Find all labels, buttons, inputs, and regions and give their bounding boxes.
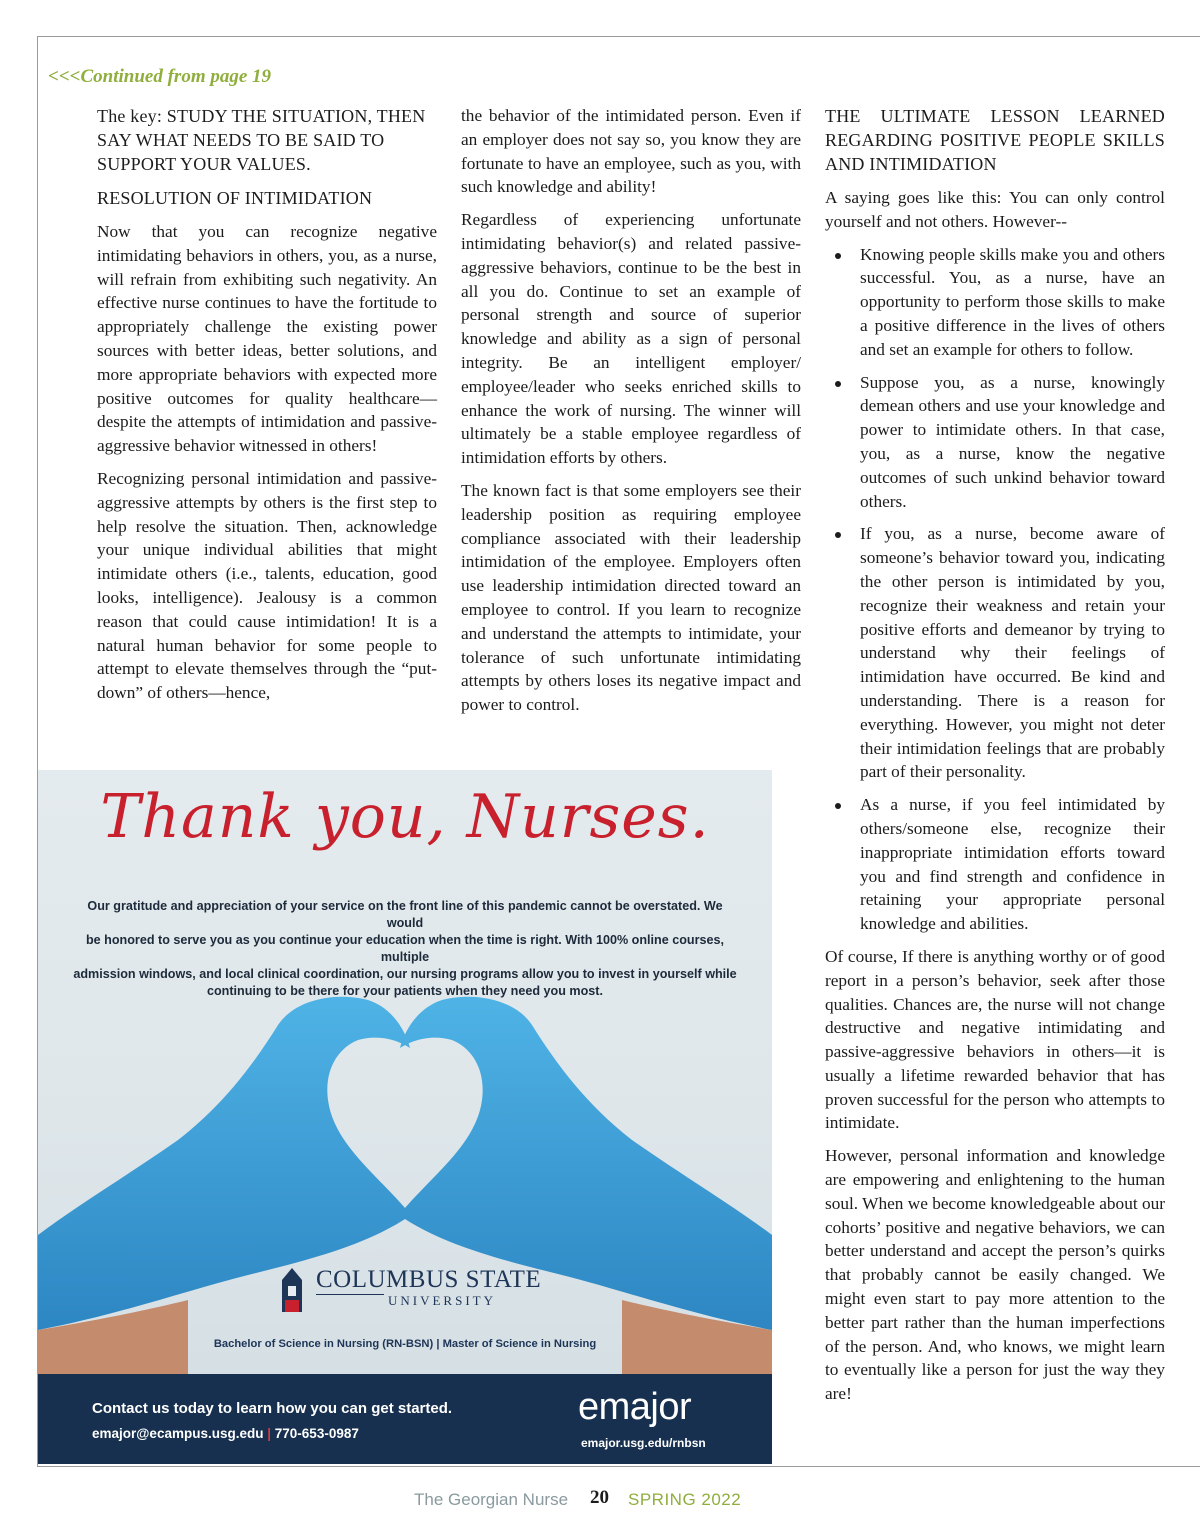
article-column-2 [461,104,801,726]
paragraph: A saying goes like this: You can only control yourself and not others. However-- [825,188,1165,231]
bullet-icon [835,253,841,259]
bullet-icon [835,532,841,538]
degree-msn: Master of Science in Nursing [442,1338,597,1350]
list-item-text: As a nurse, if you feel intimidated by others/someone else, recognize their inappropriate intimidation efforts toward you and find strength and confidence in retaining your appropriate personal knowledge and abilities. [860,795,1165,934]
list-item-text: Suppose you, as a nurse, knowingly demean others and use your knowledge and power to intimidate others. In that case, you, as a nurse, know the negative outcomes of such unkind behavior toward others. [860,372,1165,511]
contact-details [92,1426,359,1441]
contact-email-link[interactable]: emajor@ecampus.usg.edu [92,1426,264,1441]
contact-cta: Contact us today to learn how you can get started. [92,1400,453,1417]
ad-body-line: be honored to serve you as you continue your education when the time is right. With 100% online courses, multiple [85,933,725,964]
page-number: 20 [590,1487,609,1508]
paragraph: Regardless of experiencing unfortunate intimidating behavior(s) and related passive-aggressive behaviors, continue to be the best in all you do. Continue to set an example of personal strength and source of superior knowledge and ability as a sign of personal integrity. Be an intelligent employer/ employee/leader who seeks enriched skills to enhance the work of nursing. The winner will ultimately be a stable employee regardless of intimidation efforts by others. [461,210,801,468]
logo-name: COLUMBUS STATE [316,1266,542,1293]
ad-body-line: admission windows, and local clinical coordination, our nursing programs allow you to invest in yourself while [73,967,737,981]
contact-phone-link[interactable]: 770-653-0987 [274,1426,359,1441]
degree-separator: | [436,1338,440,1350]
list-item [825,371,1165,514]
emajor-logo: emajor [578,1386,692,1428]
paragraph: Recognizing personal intimidation and passive-aggressive attempts by others is the first step to help resolve the situation. Then, acknowledge your unique individual abilities that might intimidate others (i.e., talents, education, good looks, intelligence). Jealousy is a common reason that could cause intimidation! It is a natural human behavior for some people to attempt to elevate themselves through the “put-down” of others—hence, [97,468,437,703]
bullet-list [825,243,1165,936]
frame-bottom-rule [37,1466,1200,1467]
logo-subname: UNIVERSITY [388,1293,496,1308]
list-item-text: Knowing people skills make you and others successful. You, as a nurse, have an opportunity to perform those skills to make a positive difference in the lives of others and set an example for others to follow. [860,244,1165,359]
list-item-text: If you, as a nurse, become aware of someone’s behavior toward you, indicating the other person is intimidated by you, recognize their weakness and retain your positive efforts and demeanor by trying to understand why their feelings of intimidation have occurred. Be kind and understanding. There is a reason for everything. However, you might not deter their intimidation feelings that are probably part of their personality. [860,524,1165,782]
ad-contact-band [38,1374,772,1464]
continued-from-link[interactable]: <<<Continued from page 19 [48,66,272,87]
article-column-1 [97,104,437,714]
list-item [825,793,1165,936]
page-footer [0,1488,1200,1512]
ad-body-line: Our gratitude and appreciation of your service on the front line of this pandemic cannot be overstated. We would [87,899,723,930]
section-heading-ultimate-lesson: THE ULTIMATE LESSON LEARNED REGARDING POSITIVE PEOPLE SKILLS AND INTIMIDATION [825,106,1165,174]
article-column-3 [825,104,1165,1415]
frame-top-rule [37,36,1200,37]
section-heading-resolution: RESOLUTION OF INTIMIDATION [97,188,373,208]
advertisement[interactable] [38,770,772,1464]
paragraph: the behavior of the intimidated person. Even if an employer does not say so, you know they are fortunate to have an employee, such as you, with such knowledge and ability! [461,106,801,197]
paragraph: Now that you can recognize negative intimidating behaviors in others, you, as a nurse, will refrain from exhibiting such negativity. An effective nurse continues to have the fortitude to appropriately challenge the existing power sources with better ideas, better solutions, and more appropriate behaviors with expected more positive outcomes for quality healthcare—despite the attempts of intimidation and passive-aggressive behavior witnessed in others! [97,222,437,456]
logo-rule [316,1294,384,1295]
paragraph: Of course, If there is anything worthy or of good report in a person’s behavior, seek after those qualities. Chances are, the nurse will not change destructive and negative intimidating and passive-aggressive behaviors in others—it is usually a lifetime rewarded behavior that has proven successful for the person who attempts to intimidate. [825,946,1165,1133]
degree-programs [38,1338,772,1350]
contact-separator: | [267,1426,272,1441]
degree-bsn: Bachelor of Science in Nursing (RN-BSN) [213,1338,434,1350]
list-item [825,243,1165,362]
section-heading-key: The key: STUDY THE SITUATION, THEN SAY WHAT NEEDS TO BE SAID TO SUPPORT YOUR VALUES. [97,106,426,174]
gloved-hands-heart-image [38,970,772,1380]
ad-body-line: continuing to be there for your patients when they need you most. [206,984,604,998]
tower-icon [276,1266,308,1314]
ad-headline: Thank you, Nurses. [100,782,710,852]
bullet-icon [835,803,841,809]
emajor-url-link[interactable]: emajor.usg.edu/rnbsn [581,1436,706,1450]
bullet-icon [835,381,841,387]
magazine-title: The Georgian Nurse [414,1490,569,1509]
list-item [825,522,1165,784]
paragraph: The known fact is that some employers see their leadership position as requiring employee compliance associated with their leadership intimidation of the employee. Employers often use leadership intimidation directed toward an employee to control. If you learn to recognize and understand the attempts to intimidate, your tolerance of such unfortunate intimidating attempts by others loses its negative impact and power to control. [461,480,801,715]
columbus-state-logo [276,1262,546,1318]
paragraph: However, personal information and knowledge are empowering and enlightening to the human soul. When we become knowledgeable about our cohorts’ positive and negative behaviors, we can better understand and accept the person’s quirks that probably cannot be easily changed. We might even start to pay more attention to the better part rather than the human imperfections of the person. And, who knows, we might learn to eventually like a person for just the way they are! [825,1146,1165,1404]
issue-label: SPRING 2022 [628,1490,742,1509]
